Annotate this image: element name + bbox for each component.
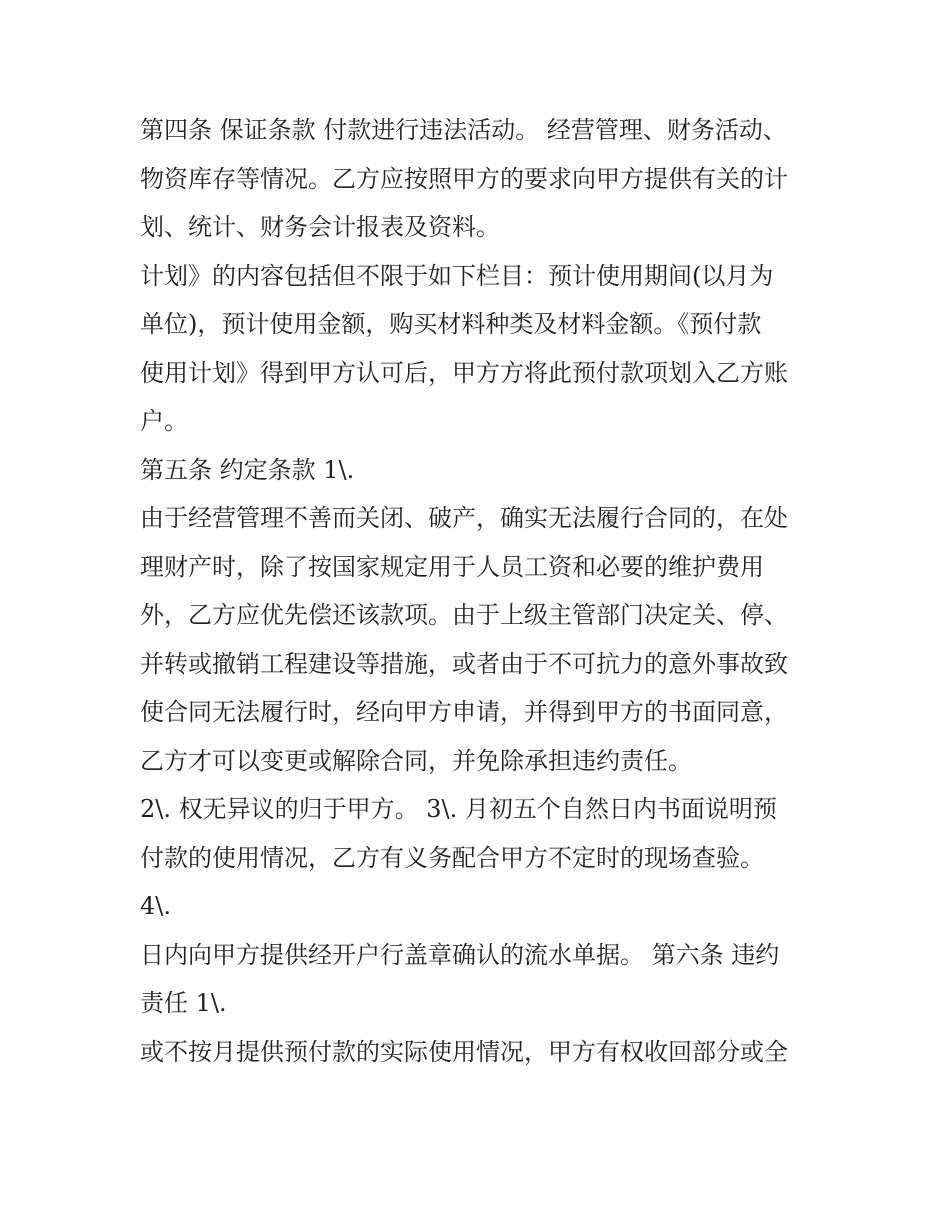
text-line: 使用计划》得到甲方认可后，甲方方将此预付款项划入乙方账	[140, 358, 788, 387]
text-line: 2\. 权无异议的归于甲方。 3\. 月初五个自然日内书面说明预	[140, 795, 777, 823]
document-body	[140, 106, 830, 1076]
text-line: 使合同无法履行时，经向甲方申请，并得到甲方的书面同意，	[140, 698, 788, 726]
text-line: 4\.	[140, 892, 171, 920]
text-line: 日内向甲方提供经开户行盖章确认的流水单据。 第六条 违约	[140, 940, 780, 969]
text-line: 计划》的内容包括但不限于如下栏目：预计使用期间(以月为	[140, 261, 774, 290]
text-line: 第四条 保证条款 付款进行违法活动。 经营管理、财务活动、	[140, 116, 787, 144]
text-line: 单位)，预计使用金额，购买材料种类及材料金额。《预付款	[140, 310, 762, 338]
text-line: 由于经营管理不善而关闭、破产，确实无法履行合同的，在处	[140, 504, 788, 532]
text-line: 第五条 约定条款 1\.	[140, 455, 355, 484]
text-line: 理财产时，除了按国家规定用于人员工资和必要的维护费用	[140, 552, 764, 581]
text-line: 并转或撤销工程建设等措施，或者由于不可抗力的意外事故致	[140, 649, 788, 678]
text-line: 乙方才可以变更或解除合同，并免除承担违约责任。	[140, 746, 692, 775]
text-line: 责任 1\.	[140, 989, 227, 1017]
text-line: 划、统计、财务会计报表及资料。	[140, 213, 500, 241]
text-line: 付款的使用情况，乙方有义务配合甲方不定时的现场查验。	[140, 843, 764, 872]
text-line: 物资库存等情况。乙方应按照甲方的要求向甲方提供有关的计	[140, 164, 788, 193]
text-line: 或不按月提供预付款的实际使用情况，甲方有权收回部分或全	[140, 1037, 788, 1066]
text-line: 外，乙方应优先偿还该款项。由于上级主管部门决定关、停、	[140, 601, 788, 629]
text-line: 户。	[140, 407, 188, 435]
